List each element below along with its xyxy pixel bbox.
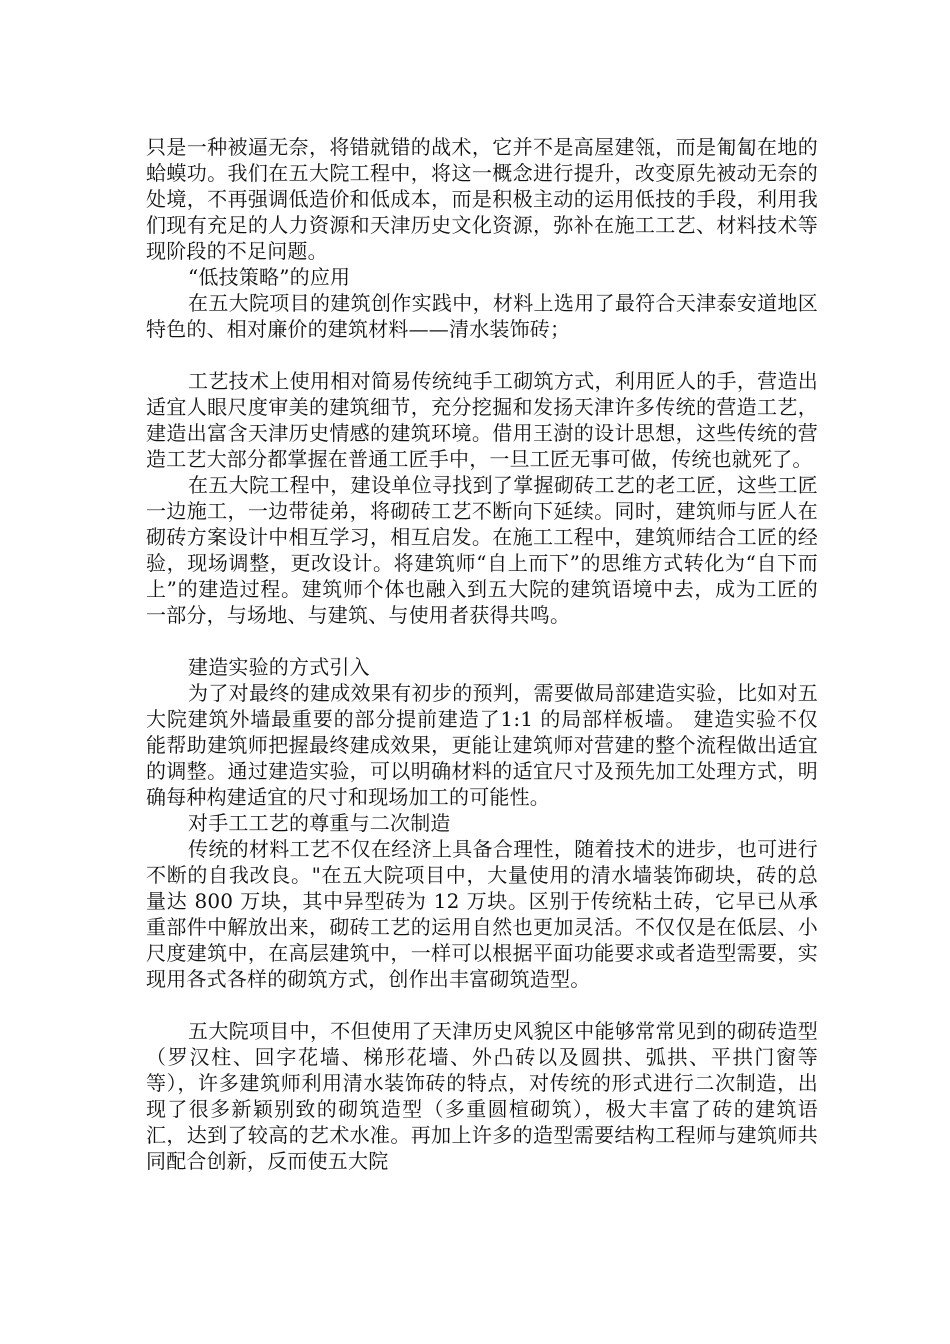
blank-line [146, 342, 818, 368]
document-page [146, 134, 818, 1174]
paragraph-7: 五大院项目中，不但使用了天津历史风貌区中能够常常见到的砌砖造型（罗汉柱、回字花墙、梯形花墙、外凸砖以及圆拱、弧拱、平拱门窗等等），许多建筑师利用清水装饰砖的特点，对传统的形式进行二次制造，出现了很多新颖别致的砌筑造型（多重圆楦砌筑），极大丰富了砖的建筑语汇，达到了较高的艺术水准。再加上许多的造型需要结构工程师与建筑师共同配合创新，反而使五大院 [146, 1019, 818, 1173]
section-heading-low-tech-strategy: “低技策略”的应用 [188, 265, 351, 289]
section-heading-handcraft-respect: 对手工工艺的尊重与二次制造 [188, 811, 451, 835]
paragraph-6: 传统的材料工艺不仅在经济上具备合理性，随着技术的进步，也可进行不断的自我改良。"在五大院项目中，大量使用的清水墙装饰砌块，砖的总量达 800 万块，其中异型砖为 12 万块。区别于传统粘土砖，它早已从承重部件中解放出来，砌砖工艺的运用自然也更加灵活。不仅仅是在低层、小尺度建筑中，在高层建筑中，一样可以根据平面功能要求或者造型需要，实现用各式各样的砌筑方式，创作出丰富砌筑造型。 [146, 837, 818, 991]
section-heading-construction-experiment: 建造实验的方式引入 [188, 655, 370, 679]
paragraph-5: 为了对最终的建成效果有初步的预判，需要做局部建造实验，比如对五大院建筑外墙最重要的部分提前建造了1:1 的局部样板墙。 建造实验不仅能帮助建筑师把握最终建成效果，更能让建筑师对营建的整个流程做出适宜的调整。通过建造实验，可以明确材料的适宜尺寸及预先加工处理方式，明确每种构建适宜的尺寸和现场加工的可能性。 [146, 681, 818, 809]
paragraph-2: 在五大院项目的建筑创作实践中，材料上选用了最符合天津泰安道地区特色的、相对廉价的建筑材料——清水装饰砖； [146, 291, 818, 341]
blank-line [146, 628, 818, 654]
paragraph-4: 在五大院工程中，建设单位寻找到了掌握砌砖工艺的老工匠，这些工匠一边施工，一边带徒弟，将砌砖工艺不断向下延续。同时，建筑师与匠人在砌砖方案设计中相互学习，相互启发。在施工工程中，建筑师结合工匠的经验，现场调整，更改设计。将建筑师“自上而下”的思维方式转化为“自下而上”的建造过程。建筑师个体也融入到五大院的建筑语境中去，成为工匠的一部分，与场地、与建筑、与使用者获得共鸣。 [146, 473, 818, 627]
blank-line [146, 992, 818, 1018]
paragraph-1: 只是一种被逼无奈，将错就错的战术，它并不是高屋建瓴，而是匍匐在地的蛤蟆功。我们在五大院工程中，将这一概念进行提升，改变原先被动无奈的处境，不再强调低造价和低成本，而是积极主动的运用低技的手段，利用我们现有充足的人力资源和天津历史文化资源，弥补在施工工艺、材料技术等现阶段的不足问题。 [146, 135, 818, 263]
paragraph-3: 工艺技术上使用相对简易传统纯手工砌筑方式，利用匠人的手，营造出适宜人眼尺度审美的建筑细节，充分挖掘和发扬天津许多传统的营造工艺，建造出富含天津历史情感的建筑环境。借用王澍的设计思想，这些传统的营造工艺大部分都掌握在普通工匠手中，一旦工匠无事可做，传统也就死了。 [146, 369, 818, 471]
